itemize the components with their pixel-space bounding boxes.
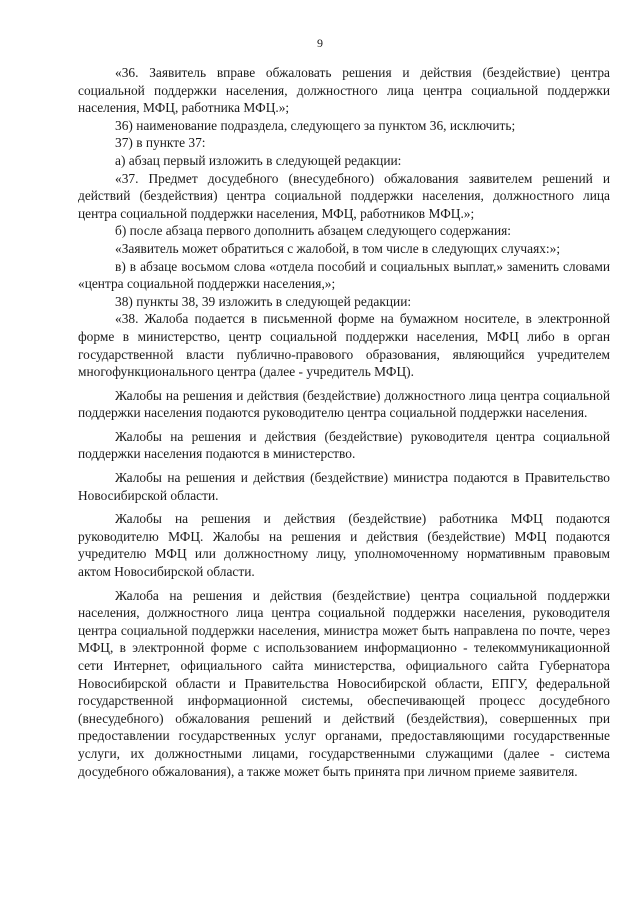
paragraph: 36) наименование подраздела, следующего за пунктом 36, исключить; [115,117,516,133]
paragraph: б) после абзаца первого дополнить абзацем следующего содержания: [115,223,512,239]
paragraph: «38. Жалоба подается в письменной форме на бумажном носителе, в электронной форме в министерство, центр социальной поддержки населения, МФЦ либо в орган государственной власти публично-правового образования, являющийся учредителем многофункционального центра (далее - учредитель МФЦ). [78,311,610,380]
paragraph: Жалобы на решения и действия (бездействие) руководителя центра социальной поддержки населения подаются в министерство. [78,428,610,462]
paragraph: 38) пункты 38, 39 изложить в следующей редакции: [115,293,412,309]
paragraph: 37) в пункте 37: [115,135,206,151]
paragraph: «Заявитель может обратиться с жалобой, в том числе в следующих случаях:»; [115,240,561,256]
paragraph: Жалоба на решения и действия (бездействие) центра социальной поддержки населения, должностного лица центра социальной поддержки населения, руководителя центра социальной поддержки населения, министра может быть направлена по почте, через МФЦ, в электронной форме с использованием информационно - телекоммуникационной сети Интернет, официального сайта министерства, официального сайта Губернатора Новосибирской области и Правительства Новосибирской области, ЕПГУ, федеральной государственной информационной системы, обеспечивающей процесс досудебного (внесудебного) обжалования решений и действий (бездействия), совершенных при предоставлении государственных услуг органами, предоставляющими государственные услуги, их должностными лицами, государственными служащими (далее - система досудебного обжалования), а также может быть принята при личном приеме заявителя. [78,587,610,779]
paragraph: Жалобы на решения и действия (бездействие) работника МФЦ подаются руководителю МФЦ. Жалобы на решения и действия (бездействие) МФЦ подаются учредителю МФЦ или должностному лицу, уполномоченному нормативным правовым актом Новосибирской области. [78,511,610,580]
paragraph: а) абзац первый изложить в следующей редакции: [115,152,402,168]
paragraph: Жалобы на решения и действия (бездействие) должностного лица центра социальной поддержки населения подаются руководителю центра социальной поддержки населения. [78,387,610,421]
document-body [78,64,610,780]
page-number: 9 [317,36,323,50]
paragraph: в) в абзаце восьмом слова «отдела пособий и социальных выплат,» заменить словами «центра социальной поддержки населения,»; [78,258,610,292]
paragraph: Жалобы на решения и действия (бездействие) министра подаются в Правительство Новосибирской области. [78,470,610,503]
paragraph: «37. Предмет досудебного (внесудебного) обжалования заявителем решений и действий (бездействия) центра социальной поддержки населения, должностного лица центра социальной поддержки населения, МФЦ, работников МФЦ.»; [78,170,610,221]
paragraph: «36. Заявитель вправе обжаловать решения и действия (бездействие) центра социальной поддержки населения, должностного лица центра социальной поддержки населения, МФЦ, работника МФЦ.»; [78,65,610,116]
